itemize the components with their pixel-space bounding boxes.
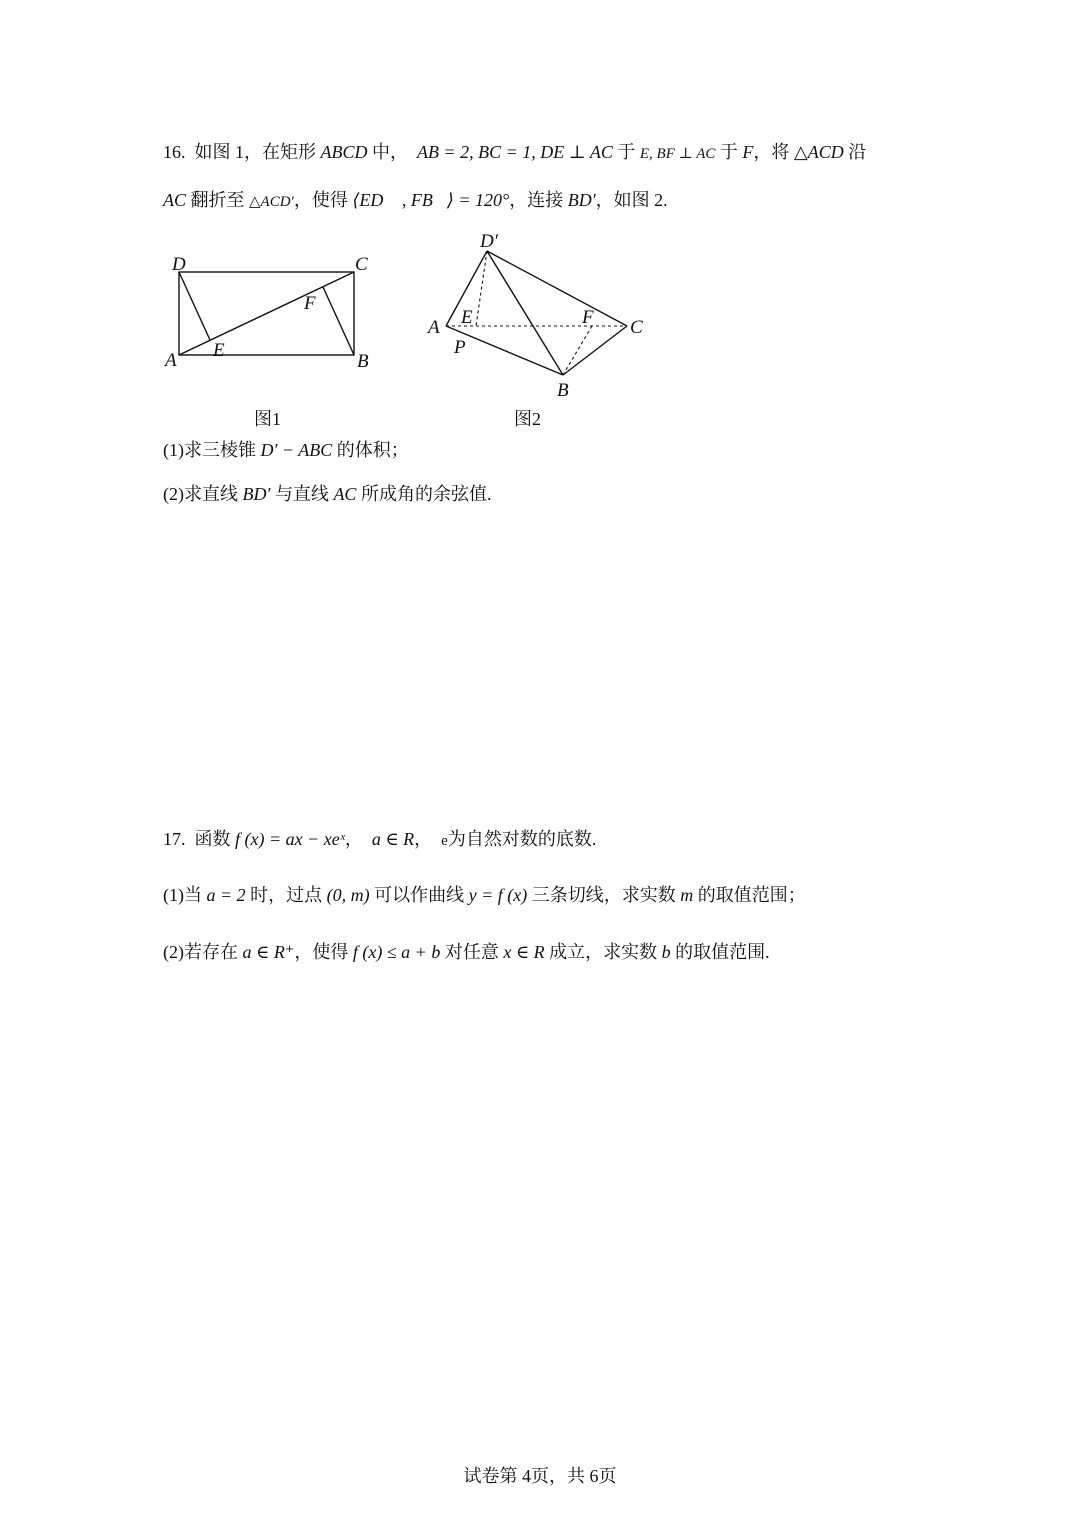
figure-2-pyramid (420, 225, 660, 405)
label-a: A (165, 350, 177, 371)
q16-line1 (163, 139, 866, 167)
q17-part1-text: 时，过点 (250, 885, 323, 905)
label-b: B (357, 351, 369, 372)
q16-condition: AB = 2, BC = 1, DE ⊥ AC (417, 142, 613, 162)
q17-line1 (163, 826, 596, 854)
q16-triangle: △ACD (793, 142, 844, 162)
q16-text: 于 (617, 142, 636, 162)
label-f: F (582, 307, 594, 328)
label-d: D (172, 254, 186, 275)
label-c: C (630, 317, 643, 338)
q16-part1-expr: D′ − ABC (260, 440, 333, 460)
edge-d-c (487, 251, 627, 326)
q17-curve: y = f (x) (468, 885, 528, 905)
q16-part2-text: 所成角的余弦值. (360, 484, 492, 504)
q17-text: ， (344, 829, 363, 849)
q16-part2 (163, 481, 491, 507)
q16-text: 于 (719, 142, 738, 162)
q16-part1-text: (1)求三棱锥 (163, 440, 256, 460)
q17-e: e (441, 833, 448, 849)
q16-folded-triangle: △ACD′ (249, 194, 294, 210)
q17-part2-text: 成立，求实数 (549, 942, 658, 962)
q17-point: (0, m) (326, 885, 370, 905)
q16-vector-angle: ⟨ED⃗ , FB⃗⟩ = 120° (352, 190, 510, 210)
q17-text: 函数 (194, 829, 231, 849)
q17-part2-text: 的取值范围. (675, 942, 770, 962)
q17-x-domain: x ∈ R (503, 942, 545, 962)
q17-number: 17. (163, 829, 186, 849)
q17-part1-text: (1)当 (163, 885, 202, 905)
q16-text: 翻折至 (190, 190, 245, 210)
q17-a-value: a = 2 (206, 885, 246, 905)
q17-part2-text: (2)若存在 (163, 942, 238, 962)
q17-part2-text: ，使得 (294, 942, 349, 962)
q16-line2 (163, 187, 668, 215)
q16-text: ，连接 (509, 190, 564, 210)
label-a: A (428, 317, 440, 338)
q17-m: m (680, 885, 694, 905)
q16-text: 沿 (848, 142, 867, 162)
q16-text: 如图 1，在矩形 (194, 142, 316, 162)
q16-part1 (163, 437, 409, 463)
figure-1-caption: 图1 (254, 409, 281, 429)
q17-part1 (163, 882, 806, 908)
q16-part2-line2: AC (333, 484, 357, 504)
q16-ac: AC (163, 190, 187, 210)
q17-inequality: f (x) ≤ a + b (352, 942, 441, 962)
figure-1-rectangle (160, 248, 380, 378)
q17-part2 (163, 939, 770, 965)
segment-b-f-hidden (563, 326, 592, 375)
label-c: C (355, 254, 368, 275)
q17-text: ， (414, 829, 433, 849)
q17-function: f (x) = ax − xeˣ (235, 829, 345, 849)
label-p: P (454, 337, 466, 358)
q16-text: 中， (372, 142, 408, 162)
label-e: E (213, 340, 225, 361)
segment-bf (323, 287, 354, 355)
q16-part1-text: 的体积； (336, 440, 409, 460)
q17-part1-text: 可以作曲线 (374, 885, 465, 905)
edge-d-b (487, 251, 563, 375)
diagonal-ac (179, 272, 354, 355)
label-b: B (557, 380, 569, 401)
label-e: E (461, 307, 473, 328)
q16-condition2: E, BF ⊥ AC (639, 146, 716, 162)
q16-part2-text: 与直线 (274, 484, 329, 504)
q16-part2-line1: BD′ (242, 484, 271, 504)
q17-part2-text: 对任意 (444, 942, 499, 962)
q16-rect-name: ABCD (320, 142, 368, 162)
label-d-prime: D′ (480, 231, 498, 252)
q17-b: b (661, 942, 671, 962)
edge-b-c (563, 326, 627, 375)
q16-bd: BD′ (567, 190, 596, 210)
q17-domain: a ∈ R (371, 829, 415, 849)
q16-text: ，将 (753, 142, 790, 162)
q16-text: ，如图 2. (595, 190, 668, 210)
figure-2-caption: 图2 (514, 409, 541, 429)
q16-text: ，使得 (293, 190, 348, 210)
q17-text: 为自然对数的底数. (447, 829, 597, 849)
q16-part2-text: (2)求直线 (163, 484, 238, 504)
page-footer: 试卷第 4页，共 6页 (463, 1466, 617, 1486)
q17-part1-text: 三条切线，求实数 (531, 885, 676, 905)
label-f: F (304, 293, 316, 314)
q17-part1-text: 的取值范围； (697, 885, 806, 905)
q17-a-positive: a ∈ R⁺ (242, 942, 295, 962)
q16-number: 16. (163, 142, 186, 162)
q16-point-f: F (742, 142, 754, 162)
segment-de (179, 272, 210, 340)
